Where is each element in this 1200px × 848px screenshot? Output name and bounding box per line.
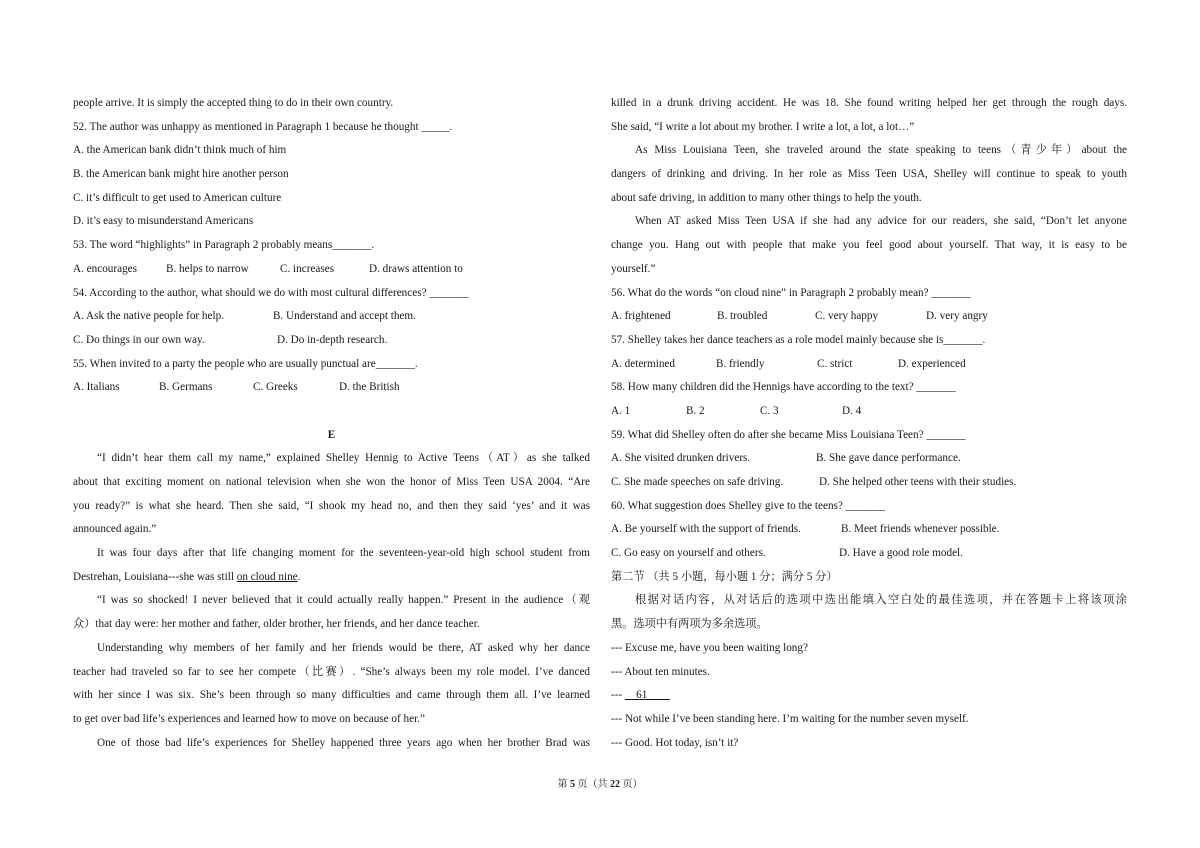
passage-e-p2-line1: It was four days after that life changing moment for the seventeen-year-old high school student from — [97, 547, 590, 560]
section-e-heading: E — [327, 428, 336, 441]
q57-option-c: C. strict — [817, 357, 853, 370]
q59-option-c: C. She made speeches on safe driving. — [611, 476, 784, 488]
question-57: 57. Shelley takes her dance teachers as a role model mainly because she is_______. — [611, 333, 986, 346]
passage-e-r3: As Miss Louisiana Teen, she traveled around the state speaking to teens（青少年）about the — [635, 144, 1127, 157]
dialogue-line1: --- Excuse me, have you been waiting long? — [611, 641, 808, 654]
right-column — [611, 92, 1127, 755]
q60-option-b: B. Meet friends whenever possible. — [841, 523, 1000, 536]
passage-e-r4: dangers of drinking and driving. In her role as Miss Teen USA, Shelley will continue to speak to youth — [611, 168, 1127, 181]
passage-e-r8: yourself.” — [611, 262, 656, 275]
q60-options-ab — [611, 518, 1127, 542]
passage-e-r1: killed in a drunk driving accident. He was 18. She found writing helped her get through the rough days. — [611, 97, 1127, 109]
passage-e-p4-line1: Understanding why members of her family and her friends would be there, AT asked why her dance — [97, 641, 590, 654]
q54-options-ab — [73, 305, 590, 329]
passage-e-p3-line1: “I was so shocked! I never believed that it could actually really happen.” Present in the audience（观 — [97, 594, 590, 607]
q59-options-cd — [611, 471, 1127, 495]
dialogue-line4: --- Not while I’ve been standing here. I’m waiting for the number seven myself. — [611, 712, 969, 725]
passage-e-r7: change you. Hang out with people that make you feel good about yourself. That way, it is easy to be — [611, 239, 1127, 252]
on-cloud-nine-underlined: on cloud nine — [236, 570, 298, 583]
q58-option-a: A. 1 — [611, 404, 631, 417]
q57-option-d: D. experienced — [898, 357, 966, 370]
q60-options-cd — [611, 542, 1127, 566]
question-53: 53. The word “highlights” in Paragraph 2 probably means_______. — [73, 239, 375, 252]
passage-e-p1-line2: about that exciting moment on national television when she won the honor of Miss Teen USA 2004. “Are — [73, 476, 590, 488]
passage-e-r2: She said, “I write a lot about my brother. I write a lot, a lot, a lot…” — [611, 120, 915, 133]
passage-e-r5: about safe driving, in addition to many other things to help the youth. — [611, 191, 922, 204]
passage-e-p5-line1: One of those bad life’s experiences for Shelley happened three years ago when her brother Brad was — [97, 736, 590, 749]
instructions-line1: 根据对话内容，从对话后的选项中选出能填入空白处的最佳选项，并在答题卡上将该项涂 — [635, 594, 1127, 607]
q52-option-a: A. the American bank didn’t think much of him — [73, 144, 287, 157]
q54-option-c: C. Do things in our own way. — [73, 333, 205, 346]
footer-pre: 第 — [557, 779, 570, 790]
p2-period: . — [297, 570, 301, 583]
q57-option-a: A. determined — [611, 357, 675, 370]
q55-option-c: C. Greeks — [253, 381, 298, 394]
q56-option-a: A. frightened — [611, 310, 671, 323]
passage-e-p1-line4: announced again.” — [73, 523, 157, 536]
q53-option-c: C. increases — [280, 262, 335, 275]
passage-e-p2-line2 — [73, 566, 590, 590]
q60-option-a: A. Be yourself with the support of friends. — [611, 523, 801, 536]
question-55: 55. When invited to a party the people who are usually punctual are_______. — [73, 357, 418, 370]
p2-text: Destrehan, Louisiana---she was still — [73, 570, 237, 583]
q54-options-cd — [73, 329, 590, 353]
q59-option-b: B. She gave dance performance. — [816, 452, 961, 465]
q59-option-a: A. She visited drunken drivers. — [611, 452, 751, 465]
page-number: 5 — [570, 779, 575, 790]
question-59: 59. What did Shelley often do after she became Miss Louisiana Teen? _______ — [611, 428, 966, 441]
total-pages: 22 — [610, 779, 620, 790]
question-58: 58. How many children did the Hennigs have according to the text? _______ — [611, 381, 956, 394]
q57-option-b: B. friendly — [716, 357, 765, 370]
q59-options-ab — [611, 447, 1127, 471]
q56-option-c: C. very happy — [815, 310, 879, 323]
q58-option-d: D. 4 — [842, 404, 862, 417]
q56-options — [611, 305, 1127, 329]
question-52: 52. The author was unhappy as mentioned in Paragraph 1 because he thought _____. — [73, 120, 453, 133]
q54-option-d: D. Do in-depth research. — [277, 333, 388, 346]
left-column — [73, 92, 590, 755]
q58-option-c: C. 3 — [760, 404, 779, 417]
passage-e-p1-line3: you ready?” is what she heard. Then she said, “I shook my head no, and then they said ‘yes’ and it was — [73, 499, 590, 512]
q60-option-d: D. Have a good role model. — [839, 547, 963, 560]
q53-option-d: D. draws attention to — [369, 262, 463, 275]
q53-options — [73, 258, 590, 282]
question-56: 56. What do the words “on cloud nine” in Paragraph 2 probably mean? _______ — [611, 286, 971, 299]
passage-e-p4-line2: teacher had traveled so far to see her compete（比赛）. “She’s always been my role model. I’ve danced — [73, 665, 590, 678]
q54-option-a: A. Ask the native people for help. — [73, 310, 224, 323]
footer-mid: 页（共 — [575, 779, 610, 790]
passage-e-p3-line2: 众）that day were: her mother and father, older brother, her friends, and her dance teacher. — [73, 618, 480, 631]
q52-option-c: C. it’s difficult to get used to American culture — [73, 191, 282, 204]
question-60: 60. What suggestion does Shelley give to the teens? _______ — [611, 499, 885, 512]
dialogue-line2: --- About ten minutes. — [611, 665, 710, 678]
q60-option-c: C. Go easy on yourself and others. — [611, 547, 766, 560]
q54-option-b: B. Understand and accept them. — [273, 310, 416, 323]
q56-option-b: B. troubled — [717, 310, 768, 323]
passage-d-last-line: people arrive. It is simply the accepted thing to do in their own country. — [73, 97, 394, 109]
q56-option-d: D. very angry — [926, 310, 988, 323]
passage-e-p4-line3: with her since I was six. She’s been through so many difficulties and came through them all. I’ve learned — [73, 689, 590, 702]
q55-options — [73, 376, 590, 400]
footer-post: 页） — [620, 779, 643, 790]
q52-option-d: D. it’s easy to misunderstand Americans — [73, 215, 254, 228]
q55-option-d: D. the British — [339, 381, 400, 394]
section-2-heading: 第二节 （共 5 小题，每小题 1 分；满分 5 分） — [611, 570, 838, 583]
dialogue-line5: --- Good. Hot today, isn’t it? — [611, 736, 739, 749]
spacer — [73, 400, 590, 424]
passage-e-p4-line4: to get over bad life’s experiences and learned how to move on because of her.” — [73, 712, 425, 725]
dialogue-line3 — [611, 684, 1127, 708]
q57-options — [611, 353, 1127, 377]
q59-option-d: D. She helped other teens with their studies. — [819, 476, 1017, 488]
page-footer — [0, 775, 1200, 790]
instructions-line2: 黑。选项中有两项为多余选项。 — [611, 618, 768, 631]
dialogue-dash: --- — [611, 689, 625, 702]
q58-options — [611, 400, 1127, 424]
q53-option-b: B. helps to narrow — [166, 262, 249, 275]
passage-e-p1-line1: “I didn’t hear them call my name,” explained Shelley Hennig to Active Teens（AT）as she talked — [97, 452, 590, 465]
question-54: 54. According to the author, what should we do with most cultural differences? _______ — [73, 286, 469, 299]
q53-option-a: A. encourages — [73, 262, 137, 275]
q58-option-b: B. 2 — [686, 404, 705, 417]
q52-option-b: B. the American bank might hire another person — [73, 168, 289, 181]
q55-option-a: A. Italians — [73, 381, 120, 394]
passage-e-r6: When AT asked Miss Teen USA if she had any advice for our readers, she said, “Don’t let anyone — [635, 215, 1127, 228]
q55-option-b: B. Germans — [159, 381, 213, 394]
blank-61: __61____ — [624, 689, 670, 702]
